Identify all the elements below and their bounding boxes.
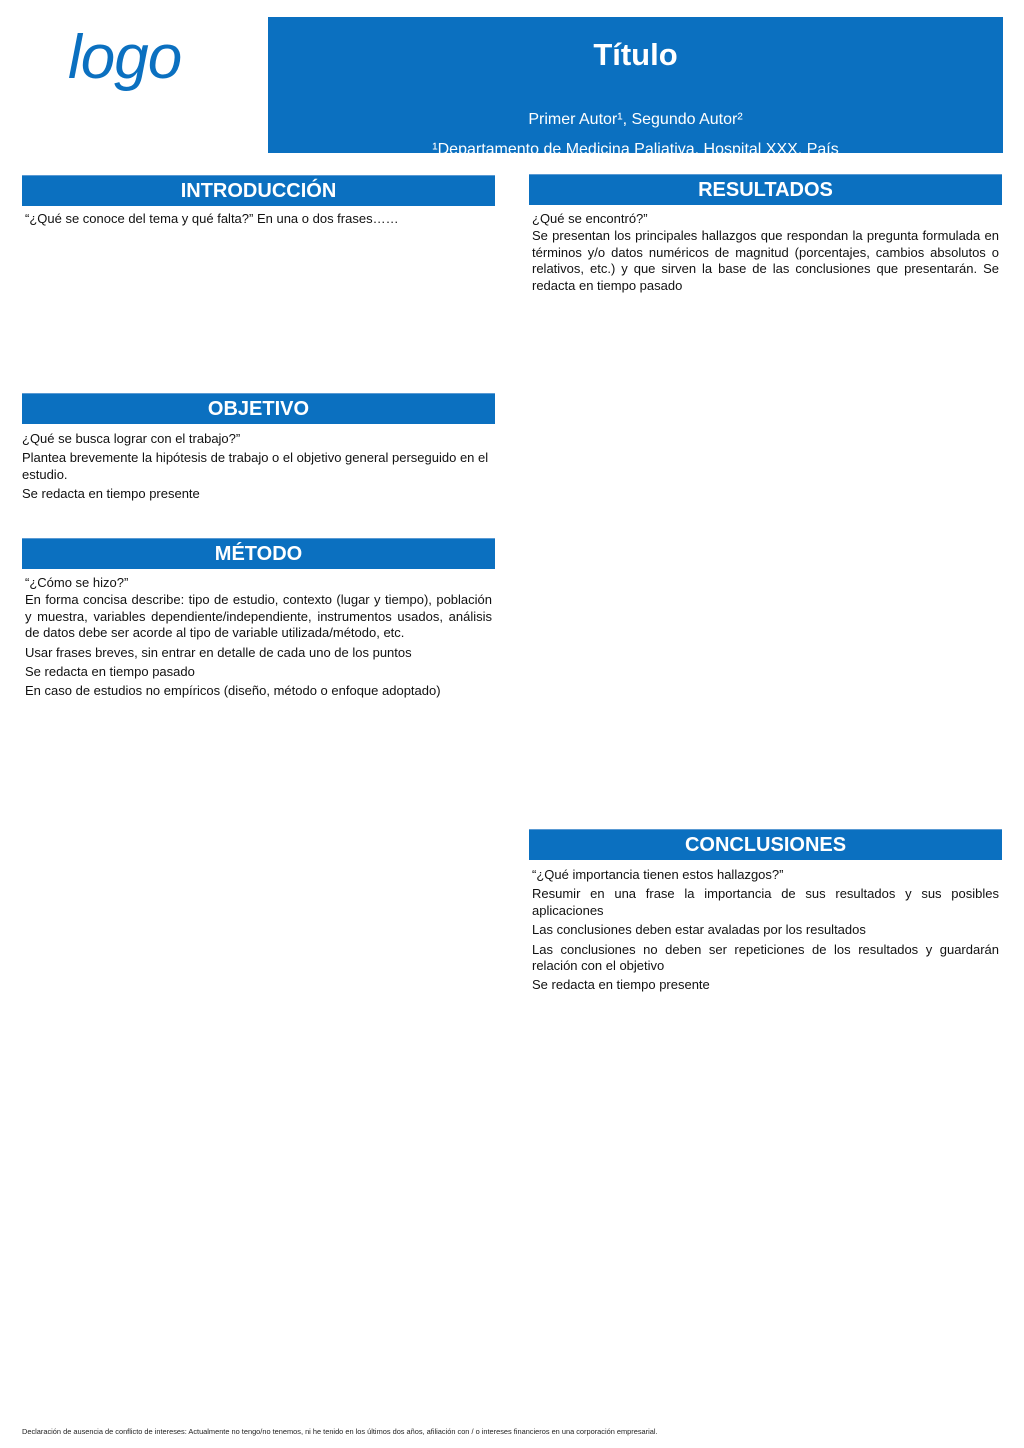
text-line: Las conclusiones no deben ser repeticiones de los resultados y guardarán relación con el objetivo bbox=[532, 941, 999, 974]
section-body-resultados bbox=[532, 211, 999, 297]
text-line: “¿Cómo se hizo?” bbox=[25, 575, 129, 590]
text-line: Se redacta en tiempo presente bbox=[22, 486, 200, 502]
text-line: Se redacta en tiempo presente bbox=[532, 977, 710, 993]
text-line: Usar frases breves, sin entrar en detalle de cada uno de los puntos bbox=[25, 644, 412, 660]
section-heading-introduccion: INTRODUCCIÓN bbox=[22, 175, 495, 206]
text-line: ¿Qué se encontró?” bbox=[532, 211, 648, 226]
text-line: ¿Qué se busca lograr con el trabajo?” bbox=[22, 431, 241, 446]
section-heading-conclusiones: CONCLUSIONES bbox=[529, 829, 1002, 860]
section-body-introduccion bbox=[25, 211, 492, 230]
logo-placeholder: logo bbox=[68, 23, 182, 92]
conflict-of-interest-footer: Declaración de ausencia de conflicto de intereses: Actualmente no tengo/no tenemos, ni he tenido en los últimos dos años, afiliación con / o intereses financieros en una corporación empresarial. bbox=[22, 1427, 658, 1436]
text-line: Se redacta en tiempo pasado bbox=[25, 664, 195, 680]
text-line: Se presentan los principales hallazgos que respondan la pregunta formulada en términos y/o datos numéricos de magnitud (porcentajes, cambios absolutos o relativos, etc.) y que sirven la base de las conclusiones que presentarán. Se redacta en tiempo pasado bbox=[532, 228, 999, 293]
authors-line: Primer Autor¹, Segundo Autor² bbox=[528, 111, 743, 128]
text-line: Las conclusiones deben estar avaladas por los resultados bbox=[532, 922, 866, 938]
title-banner bbox=[268, 17, 1003, 158]
section-heading-resultados: RESULTADOS bbox=[529, 174, 1002, 205]
section-body-conclusiones bbox=[532, 867, 999, 997]
text-line: En caso de estudios no empíricos (diseño, método o enfoque adoptado) bbox=[25, 683, 441, 699]
text-line: “¿Qué importancia tienen estos hallazgos?” bbox=[532, 867, 784, 882]
text-line: “¿Qué se conoce del tema y qué falta?” En una o dos frases…… bbox=[25, 211, 399, 226]
affiliation-line: ¹Departamento de Medicina Paliativa, Hospital XXX, País bbox=[432, 141, 839, 158]
section-heading-objetivo: OBJETIVO bbox=[22, 393, 495, 424]
text-line: En forma concisa describe: tipo de estudio, contexto (lugar y tiempo), población y muestra, variables dependiente/independiente, instrumentos usados, análisis de datos debe ser acorde al tipo de variable utilizada/método, etc. bbox=[25, 592, 492, 641]
section-body-metodo bbox=[25, 575, 492, 703]
section-body-objetivo bbox=[22, 431, 492, 506]
poster-title: Título bbox=[593, 37, 678, 72]
text-line: Resumir en una frase la importancia de sus resultados y sus posibles aplicaciones bbox=[532, 886, 999, 918]
section-heading-metodo: MÉTODO bbox=[22, 538, 495, 569]
text-line: Plantea brevemente la hipótesis de trabajo o el objetivo general perseguido en el estudio. bbox=[22, 450, 489, 482]
